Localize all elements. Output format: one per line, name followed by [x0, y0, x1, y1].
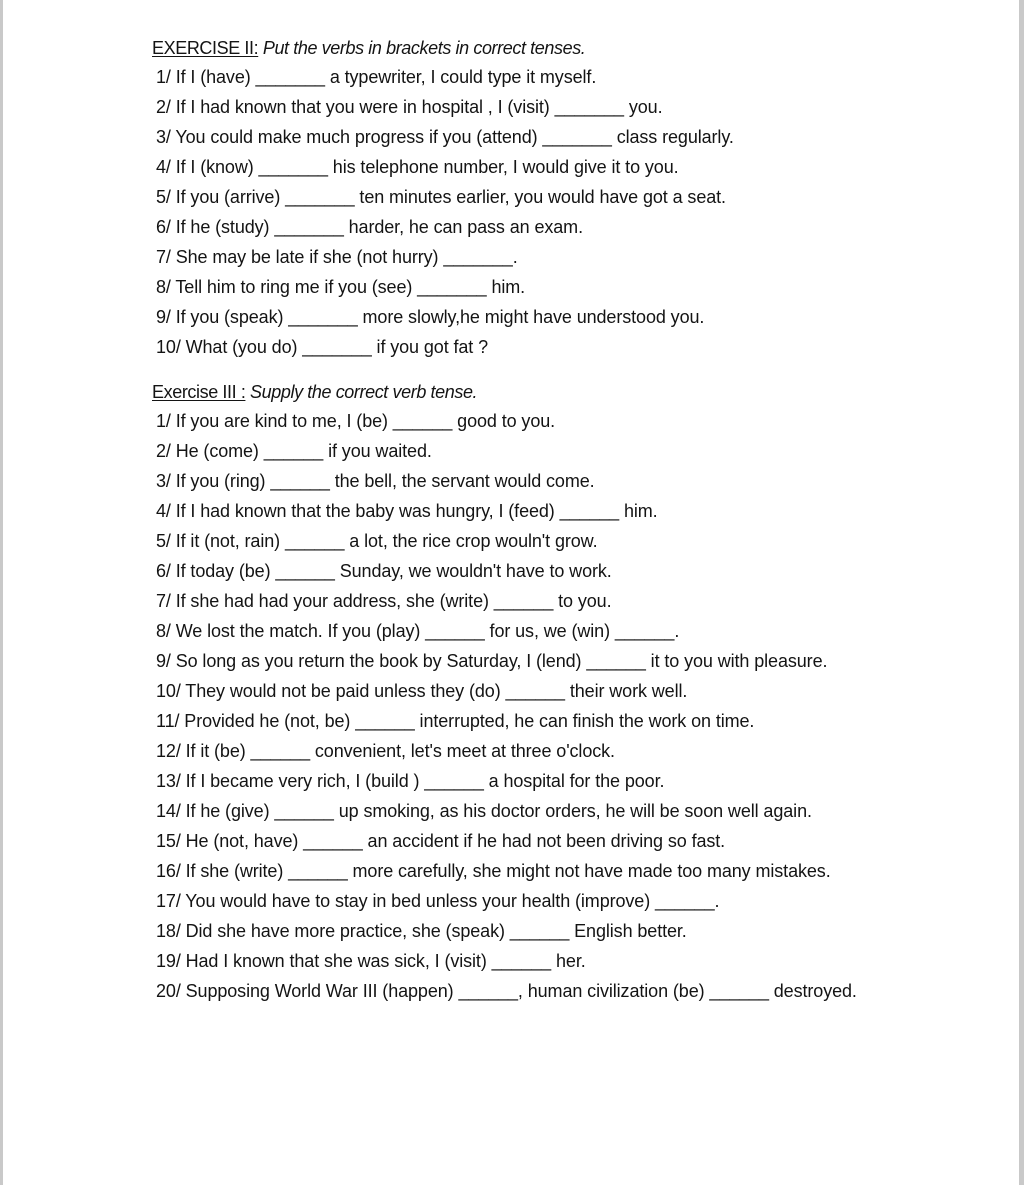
exercise-2-item: 10/ What (you do) _______ if you got fat ? — [156, 337, 489, 357]
exercise-3-item: 7/ If she had had your address, she (write) ______ to you. — [156, 591, 612, 611]
exercise-2-item: 9/ If you (speak) _______ more slowly,he might have understood you. — [156, 307, 705, 327]
exercise-2-label: EXERCISE II: — [152, 38, 259, 58]
exercise-3-item: 9/ So long as you return the book by Saturday, I (lend) ______ it to you with pleasure. — [156, 651, 828, 671]
exercise-3-item: 20/ Supposing World War III (happen) ______, human civilization (be) ______ destroyed. — [156, 981, 857, 1001]
exercise-3-item: 8/ We lost the match. If you (play) ______ for us, we (win) ______. — [156, 621, 680, 641]
exercise-3-label: Exercise III : — [152, 382, 246, 402]
exercise-2-item: 4/ If I (know) _______ his telephone number, I would give it to you. — [156, 157, 679, 177]
exercise-3-item: 3/ If you (ring) ______ the bell, the servant would come. — [156, 471, 595, 491]
exercise-2-item: 5/ If you (arrive) _______ ten minutes earlier, you would have got a seat. — [156, 187, 726, 207]
exercise-3-item: 4/ If I had known that the baby was hungry, I (feed) ______ him. — [156, 501, 658, 521]
exercise-2-item: 1/ If I (have) _______ a typewriter, I could type it myself. — [156, 67, 597, 87]
exercise-2-instruction: Put the verbs in brackets in correct tenses. — [258, 38, 586, 58]
exercise-3-item: 12/ If it (be) ______ convenient, let's meet at three o'clock. — [156, 741, 615, 761]
exercise-3-item: 16/ If she (write) ______ more carefully, she might not have made too many mistakes. — [156, 861, 831, 881]
exercise-3-item: 15/ He (not, have) ______ an accident if he had not been driving so fast. — [156, 831, 726, 851]
page-edge-left — [0, 0, 3, 1185]
exercise-3-item: 11/ Provided he (not, be) ______ interrupted, he can finish the work on time. — [156, 711, 755, 731]
exercise-3-item: 14/ If he (give) ______ up smoking, as his doctor orders, he will be soon well again. — [156, 801, 812, 821]
exercise-3-item: 19/ Had I known that she was sick, I (visit) ______ her. — [156, 951, 586, 971]
exercise-3-item: 18/ Did she have more practice, she (speak) ______ English better. — [156, 921, 687, 941]
exercise-3-item: 1/ If you are kind to me, I (be) ______ good to you. — [156, 411, 556, 431]
exercise-3-instruction: Supply the correct verb tense. — [245, 382, 478, 402]
exercise-3-heading — [152, 378, 872, 406]
exercise-3-item: 17/ You would have to stay in bed unless your health (improve) ______. — [156, 891, 720, 911]
worksheet-page — [152, 34, 872, 1006]
exercise-2-item: 7/ She may be late if she (not hurry) _______. — [156, 247, 518, 267]
exercise-2-item: 2/ If I had known that you were in hospital , I (visit) _______ you. — [156, 97, 663, 117]
exercise-2-heading — [152, 34, 872, 62]
exercise-3-item: 13/ If I became very rich, I (build ) ______ a hospital for the poor. — [156, 771, 665, 791]
exercise-3-item: 10/ They would not be paid unless they (do) ______ their work well. — [156, 681, 688, 701]
section-spacer — [152, 362, 872, 378]
exercise-2-item: 6/ If he (study) _______ harder, he can pass an exam. — [156, 217, 583, 237]
exercise-2-item: 3/ You could make much progress if you (attend) _______ class regularly. — [156, 127, 734, 147]
exercise-2-item: 8/ Tell him to ring me if you (see) _______ him. — [156, 277, 526, 297]
exercise-3-item: 2/ He (come) ______ if you waited. — [156, 441, 432, 461]
exercise-3-item: 6/ If today (be) ______ Sunday, we wouldn't have to work. — [156, 561, 612, 581]
page-edge-right — [1019, 0, 1024, 1185]
exercise-3-item: 5/ If it (not, rain) ______ a lot, the rice crop wouln't grow. — [156, 531, 598, 551]
